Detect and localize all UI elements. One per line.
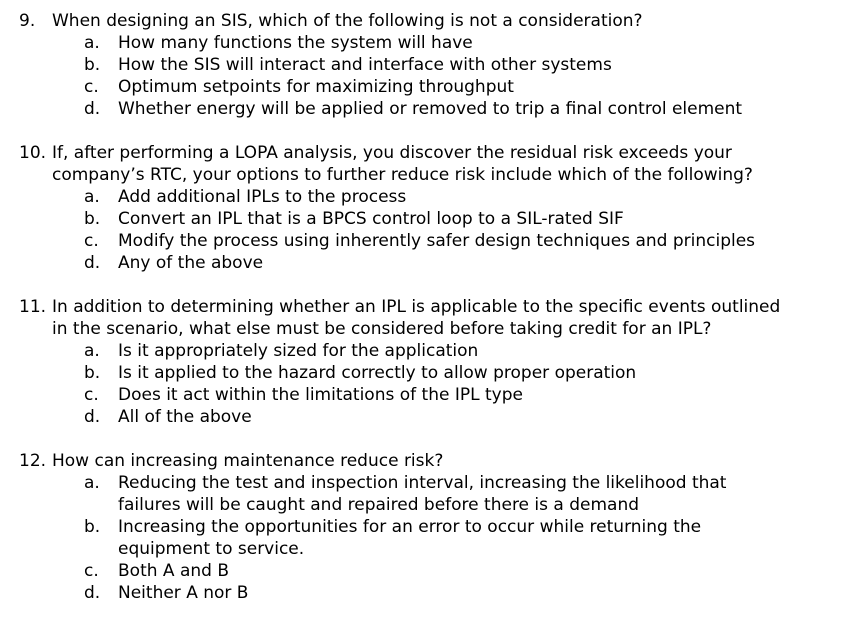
option-text: How the SIS will interact and interface with other systems xyxy=(118,55,612,75)
option-letter: d. xyxy=(84,253,101,273)
answer-options xyxy=(19,32,849,120)
question-stem-line xyxy=(19,318,849,340)
option-text: Both A and B xyxy=(118,561,229,581)
question-number: 11. xyxy=(19,297,47,317)
option-letter: a. xyxy=(84,187,100,207)
answer-options xyxy=(19,472,849,604)
question-text: In addition to determining whether an IPL is applicable to the specific events outlined xyxy=(52,297,781,317)
answer-option-a xyxy=(19,340,849,362)
question-number: 9. xyxy=(19,11,36,31)
answer-option-a xyxy=(19,186,849,208)
option-text: Neither A nor B xyxy=(118,583,249,603)
question-text: If, after performing a LOPA analysis, you discover the residual risk exceeds your xyxy=(52,143,732,163)
question-9 xyxy=(19,10,849,120)
answer-option-a xyxy=(19,472,849,516)
question-stem-line xyxy=(19,450,849,472)
option-text: Is it applied to the hazard correctly to allow proper operation xyxy=(118,363,637,383)
question-text: How can increasing maintenance reduce risk? xyxy=(52,451,444,471)
question-12 xyxy=(19,450,849,604)
option-letter: c. xyxy=(84,385,99,405)
answer-option-b xyxy=(19,208,849,230)
question-text: When designing an SIS, which of the following is not a consideration? xyxy=(52,11,643,31)
answer-option-d xyxy=(19,582,849,604)
option-letter: a. xyxy=(84,33,100,53)
option-text: How many functions the system will have xyxy=(118,33,473,53)
option-letter: a. xyxy=(84,341,100,361)
answer-option-b xyxy=(19,516,849,560)
question-number: 12. xyxy=(19,451,47,471)
option-text: Optimum setpoints for maximizing throughput xyxy=(118,77,514,97)
option-text: Any of the above xyxy=(118,253,264,273)
option-text: Whether energy will be applied or removed to trip a final control element xyxy=(118,99,743,119)
option-letter: b. xyxy=(84,363,101,383)
answer-option-b xyxy=(19,362,849,384)
question-11 xyxy=(19,296,849,428)
option-text: Add additional IPLs to the process xyxy=(118,187,407,207)
option-letter: d. xyxy=(84,407,101,427)
question-stem-line xyxy=(19,164,849,186)
answer-option-c xyxy=(19,76,849,98)
answer-option-b xyxy=(19,54,849,76)
question-stem-line xyxy=(19,142,849,164)
option-letter: c. xyxy=(84,561,99,581)
option-letter: d. xyxy=(84,583,101,603)
option-letter: b. xyxy=(84,517,101,537)
question-stem-line xyxy=(19,296,849,318)
question-text: company’s RTC, your options to further reduce risk include which of the following? xyxy=(52,165,753,185)
option-letter: a. xyxy=(84,473,100,493)
option-text: Reducing the test and inspection interval, increasing the likelihood that failures will be caught and repaired before there is a demand xyxy=(118,473,727,515)
question-text: in the scenario, what else must be considered before taking credit for an IPL? xyxy=(52,319,712,339)
answer-option-c xyxy=(19,384,849,406)
option-letter: b. xyxy=(84,55,101,75)
answer-options xyxy=(19,340,849,428)
option-text: Increasing the opportunities for an error to occur while returning the equipment to service. xyxy=(118,517,702,559)
option-text: Is it appropriately sized for the application xyxy=(118,341,479,361)
option-text: Convert an IPL that is a BPCS control loop to a SIL-rated SIF xyxy=(118,209,624,229)
answer-options xyxy=(19,186,849,274)
option-letter: b. xyxy=(84,209,101,229)
option-letter: d. xyxy=(84,99,101,119)
option-letter: c. xyxy=(84,77,99,97)
question-stem-line xyxy=(19,10,849,32)
answer-option-d xyxy=(19,98,849,120)
answer-option-d xyxy=(19,252,849,274)
question-number: 10. xyxy=(19,143,47,163)
answer-option-d xyxy=(19,406,849,428)
option-text: Modify the process using inherently safer design techniques and principles xyxy=(118,231,756,251)
option-text: All of the above xyxy=(118,407,252,427)
answer-option-c xyxy=(19,230,849,252)
answer-option-a xyxy=(19,32,849,54)
question-10 xyxy=(19,142,849,274)
option-letter: c. xyxy=(84,231,99,251)
answer-option-c xyxy=(19,560,849,582)
option-text: Does it act within the limitations of the IPL type xyxy=(118,385,523,405)
